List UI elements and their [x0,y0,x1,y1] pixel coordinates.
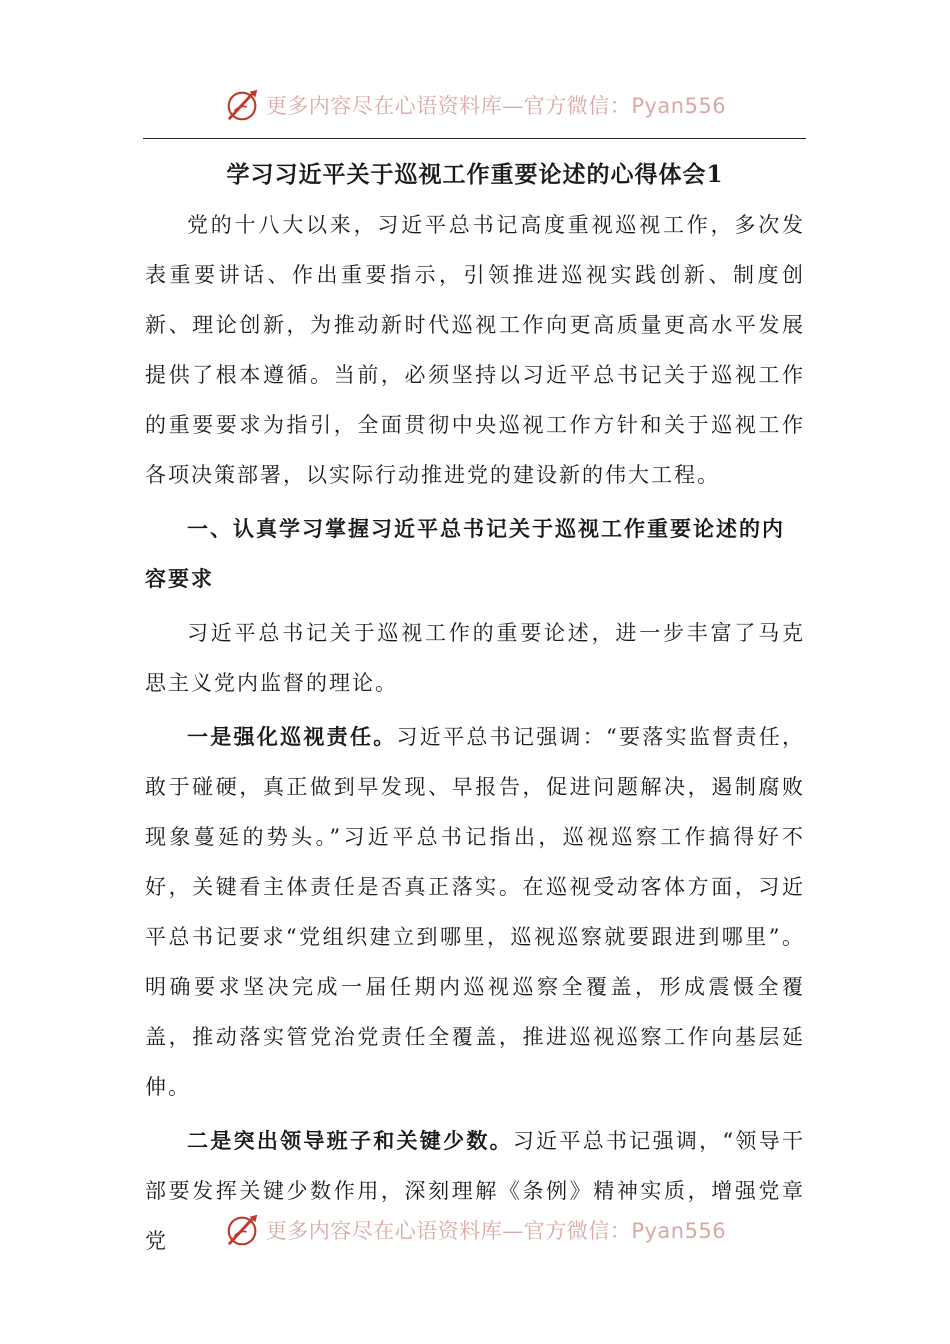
point-lead-2: 二是突出领导班子和关键少数。 [187,1128,513,1153]
point-paragraph-1 [145,712,805,1112]
wechat-handle: Pyan556 [631,94,727,118]
wechat-handle: Pyan556 [631,1219,727,1243]
footer-banner [0,1205,950,1255]
point-lead-1: 一是强化巡视责任。 [187,724,397,749]
section-heading: 一、认真学习掌握习近平总书记关于巡视工作重要论述的内容要求 [145,516,785,591]
pen-logo-icon [224,86,262,124]
document-body [145,150,805,1270]
banner-text: 更多内容尽在心语资料库—官方微信：Pyan556 [265,94,727,118]
document-title: 学习习近平关于巡视工作重要论述的心得体会1 [226,161,724,188]
point-text-2: 习近平总书记强调，“领导干部要发挥关键少数作用，深刻理解《条例》精神实质，增强党章党 [145,1129,805,1253]
header-banner [0,80,950,130]
header-rule [143,138,806,139]
intro-paragraph: 党的十八大以来，习近平总书记高度重视巡视工作，多次发表重要讲话、作出重要指示，引领推进巡视实践创新、制度创新、理论创新，为推动新时代巡视工作向更高质量更高水平发展提供了根本遵循。当前，必须坚持以习近平总书记关于巡视工作的重要要求为指引，全面贯彻中央巡视工作方针和关于巡视工作各项决策部署，以实际行动推进党的建设新的伟大工程。 [145,213,805,487]
section-paragraph: 习近平总书记关于巡视工作的重要论述，进一步丰富了马克思主义党内监督的理论。 [145,621,805,695]
point-text-1: 习近平总书记强调：“要落实监督责任，敢于碰硬，真正做到早发现、早报告，促进问题解决，遏制腐败现象蔓延的势头。”习近平总书记指出，巡视巡察工作搞得好不好，关键看主体责任是否真正落实。在巡视受动客体方面，习近平总书记要求“党组织建立到哪里，巡视巡察就要跟进到哪里”。明确要求坚决完成一届任期内巡视巡察全覆盖，形成震慑全覆盖，推动落实管党治党责任全覆盖，推进巡视巡察工作向基层延伸。 [145,725,806,1099]
banner-text: 更多内容尽在心语资料库—官方微信：Pyan556 [265,1219,727,1243]
pen-logo-icon [224,1211,262,1249]
